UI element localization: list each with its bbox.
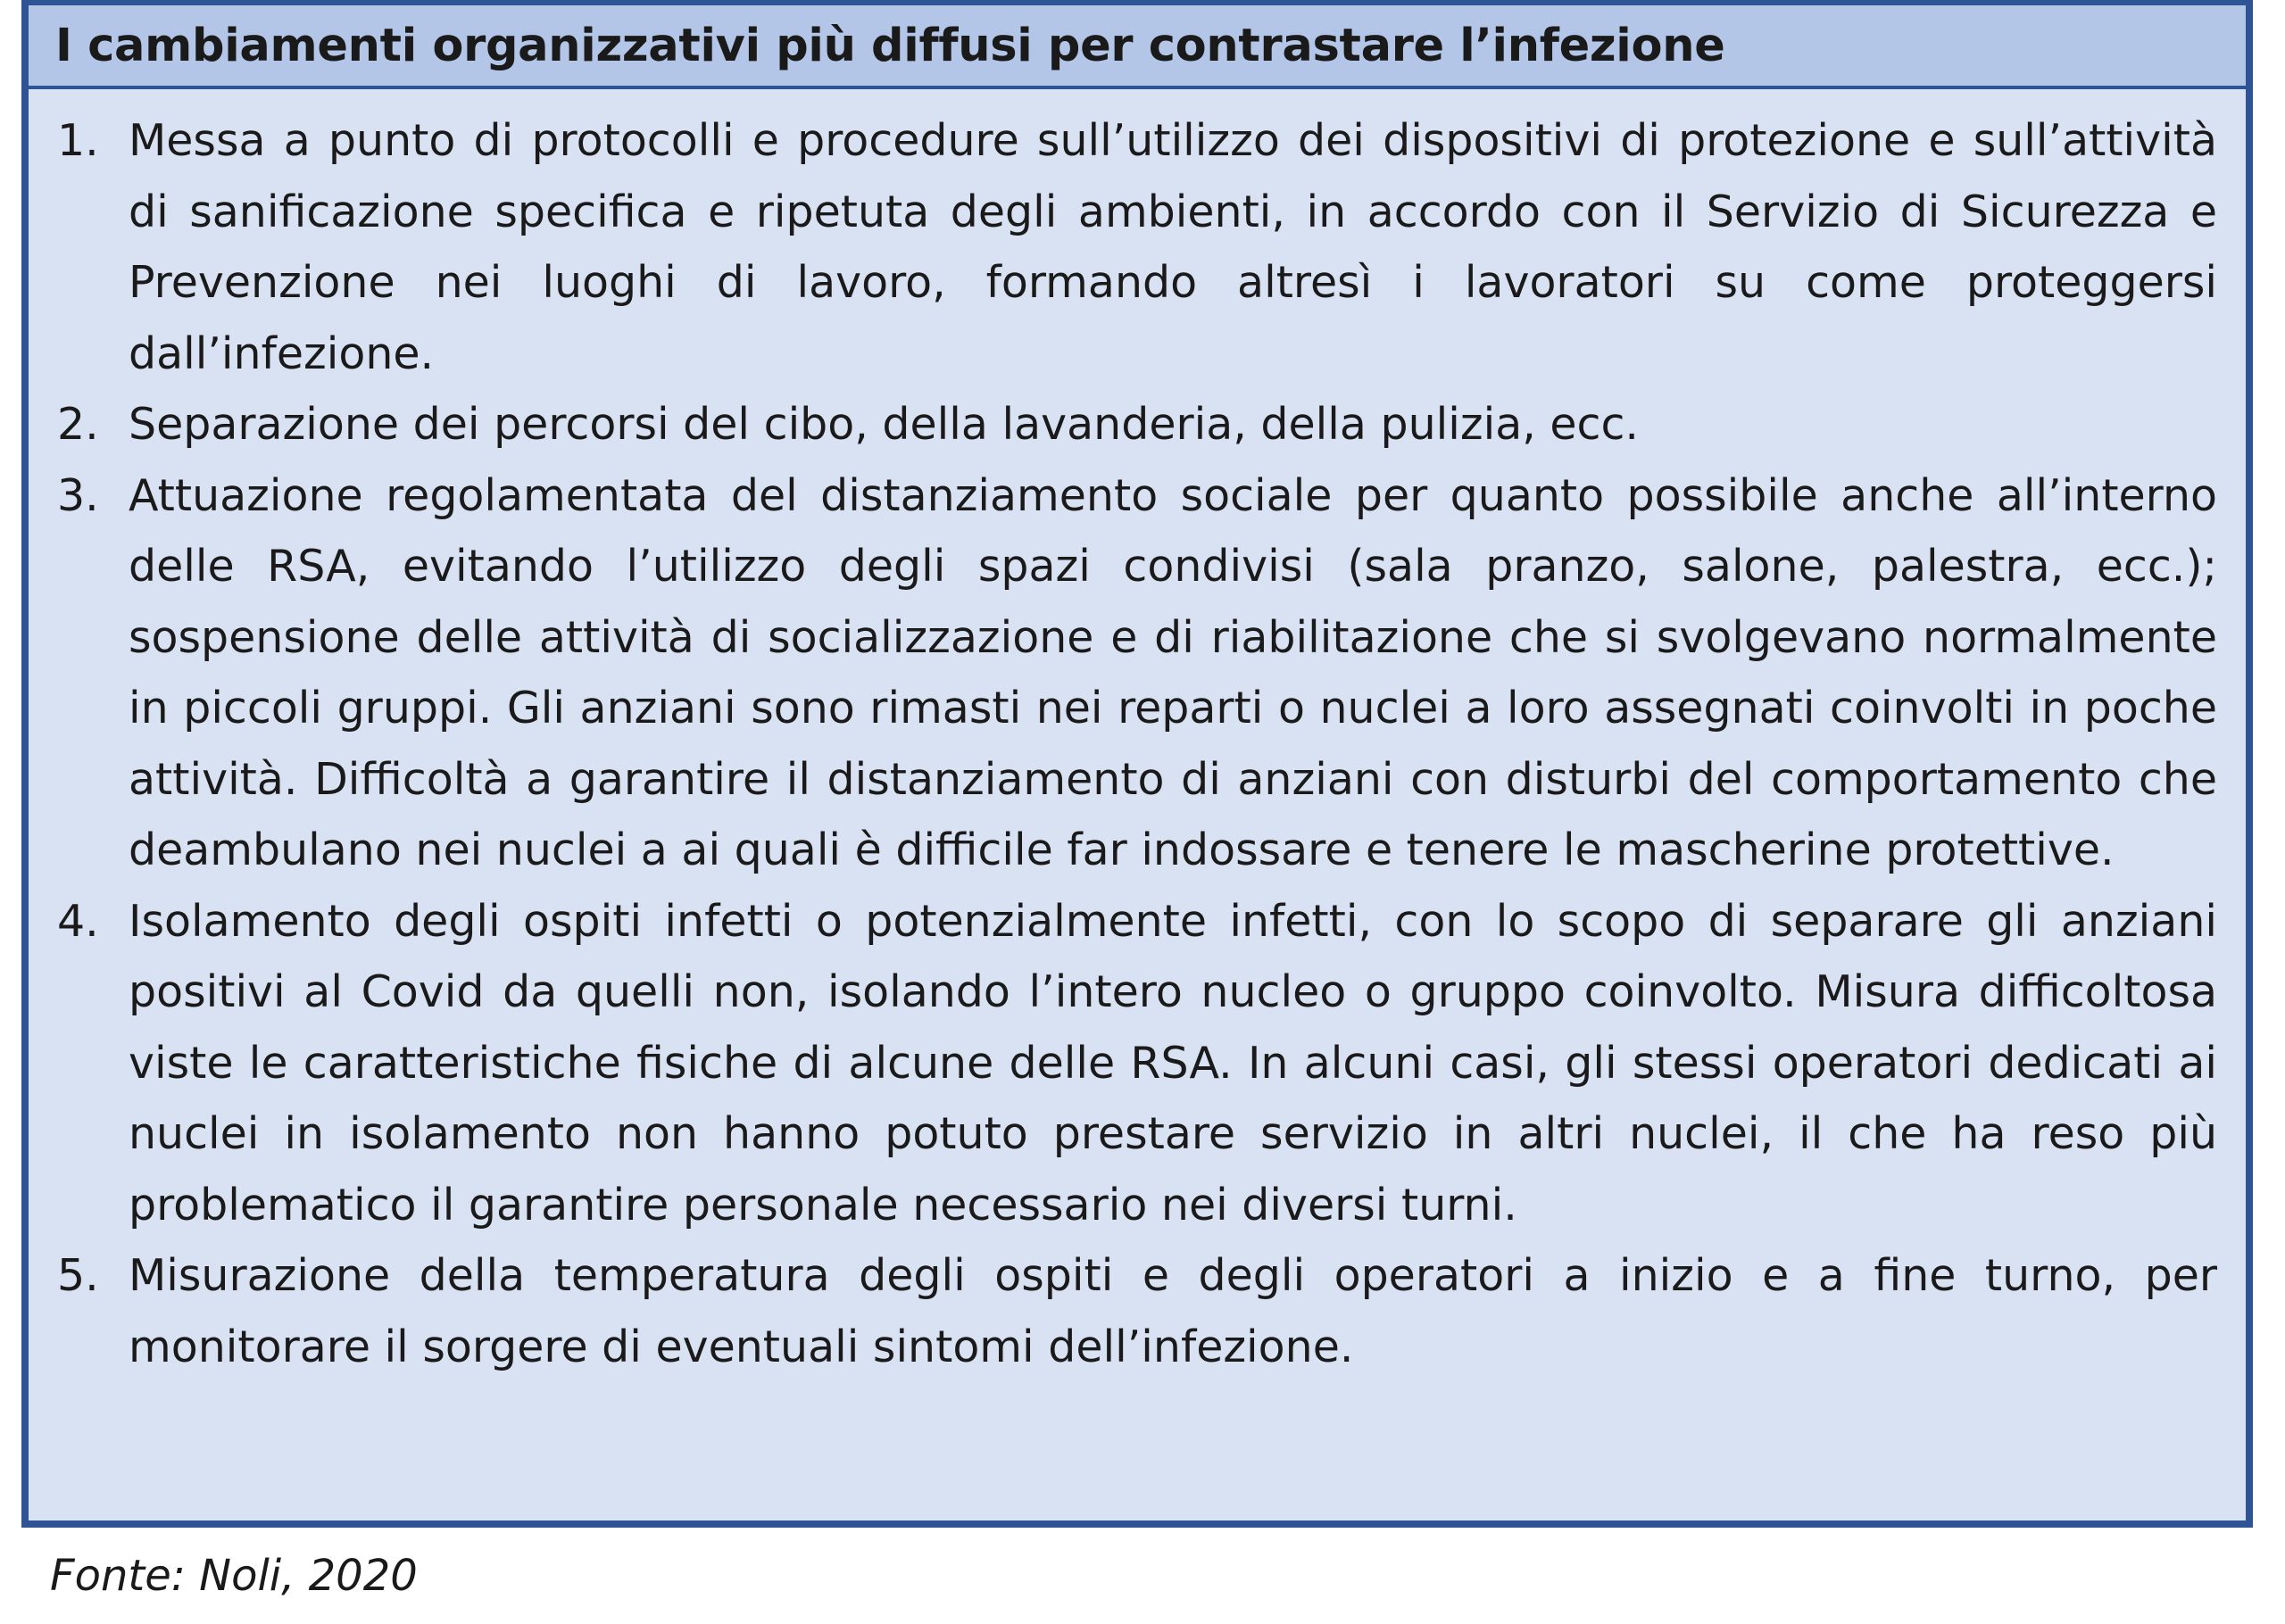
box-header [29, 5, 2246, 89]
list-item-text: Attuazione regolamentata del distanziamento sociale per quanto possibile anche all’interno delle RSA, evitando l’utilizzo degli spazi condivisi (sala pranzo, salone, palestra, ecc.); sospensione delle attività di socializzazione e di riabilitazione che si svolgevano normalmente in piccoli gruppi. Gli anziani sono rimasti nei reparti o nuclei a loro assegnati coinvolti in poche attività. Difficoltà a garantire il distanziamento di anziani con disturbi del comportamento che deambulano nei nuclei a ai quali è difficile far indossare e tenere le mascherine protettive. [129, 469, 2217, 875]
numbered-list [57, 105, 2217, 1382]
info-box [21, 0, 2253, 1528]
list-item [57, 105, 2217, 389]
list-item [57, 886, 2217, 1241]
list-item-text: Messa a punto di protocolli e procedure sull’utilizzo dei dispositivi di protezione e sull’attività di sanificazione specifica e ripetuta degli ambienti, in accordo con il Servizio di Sicurezza e Prevenzione nei luoghi di lavoro, formando altresì i lavoratori su come proteggersi dall’infezione. [129, 115, 2217, 379]
box-title: I cambiamenti organizzativi più diffusi per contrastare l’infezione [55, 19, 1725, 72]
list-item-number: 5. [57, 1250, 99, 1301]
list-item-text: Separazione dei percorsi del cibo, della lavanderia, della pulizia, ecc. [129, 399, 1639, 450]
source-note: Fonte: Noli, 2020 [50, 1551, 418, 1601]
list-item [57, 389, 2217, 460]
list-item [57, 1240, 2217, 1382]
list-item-number: 2. [57, 399, 99, 450]
list-item-text: Misurazione della temperatura degli ospiti e degli operatori a inizio e a fine turno, per monitorare il sorgere di eventuali sintomi dell’infezione. [129, 1250, 2217, 1372]
list-item-text: Isolamento degli ospiti infetti o potenzialmente infetti, con lo scopo di separare gli anziani positivi al Covid da quelli non, isolando l’intero nucleo o gruppo coinvolto. Misura difficoltosa viste le caratteristiche fisiche di alcune delle RSA. In alcuni casi, gli stessi operatori dedicati ai nuclei in isolamento non hanno potuto prestare servizio in altri nuclei, il che ha reso più problematico il garantire personale necessario nei diversi turni. [129, 895, 2217, 1230]
list-item-number: 4. [57, 895, 99, 947]
box-body [29, 89, 2246, 1382]
list-item [57, 460, 2217, 886]
list-item-number: 3. [57, 469, 99, 521]
list-item-number: 1. [57, 115, 99, 166]
